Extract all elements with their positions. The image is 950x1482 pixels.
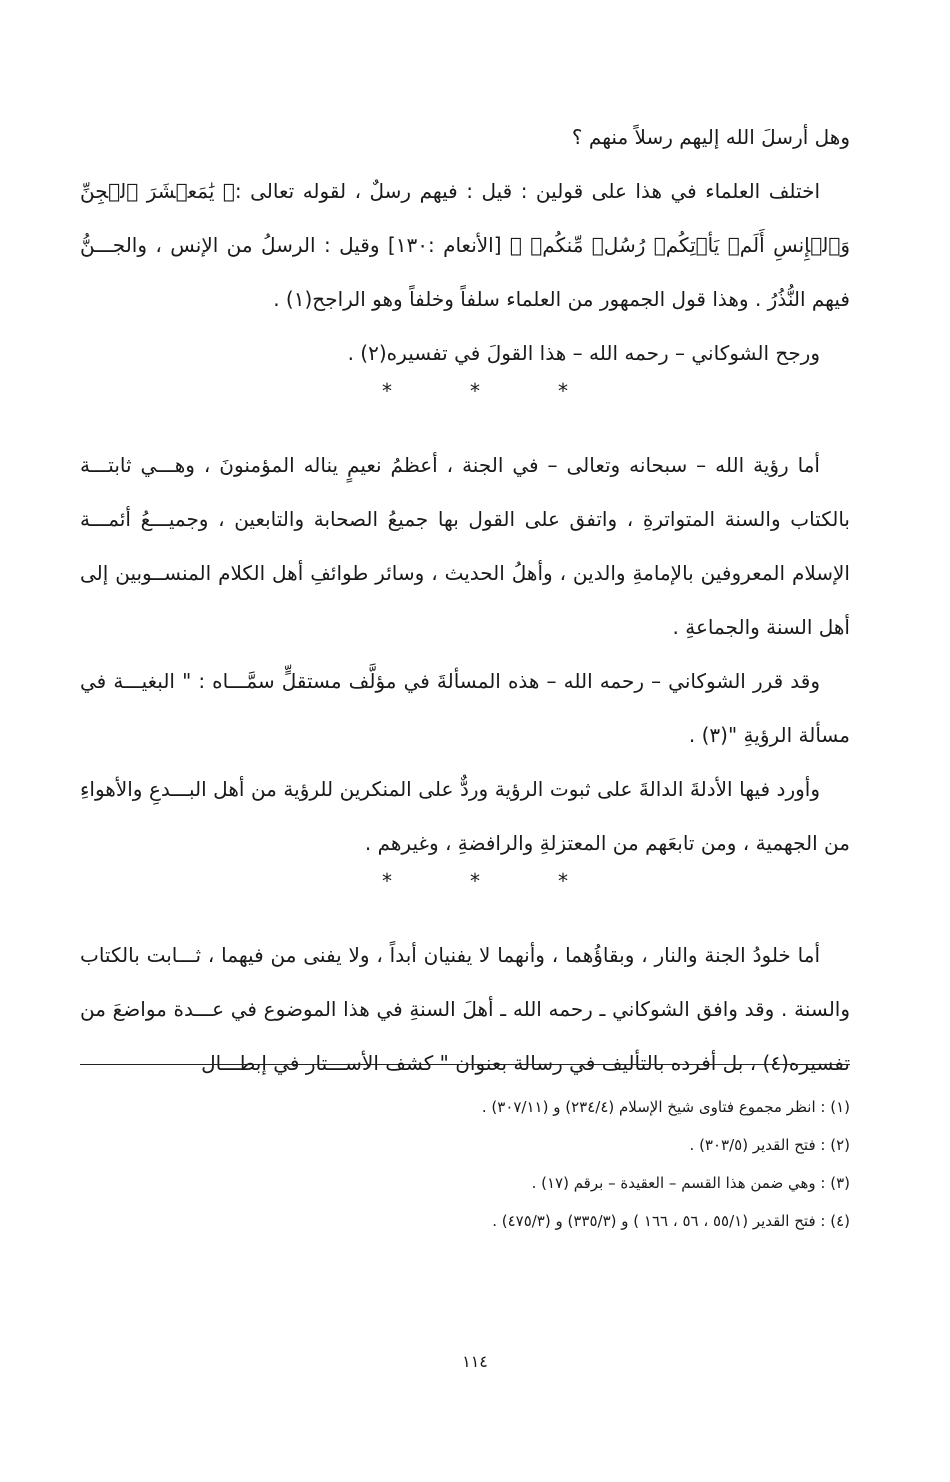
separator-star: * bbox=[558, 379, 568, 403]
page-number: ١١٤ bbox=[462, 1352, 488, 1371]
separator-star: * bbox=[470, 869, 480, 893]
paragraph: أما خلودُ الجنة والنار ، وبقاؤُهما ، وأنهما لا يفنيان أبداً ، ولا يفنى من فيهما ، ثـــابت بالكتاب والسنة . وقد وافق الشوكاني ـ رحمه الله ـ أهلَ السنةِ في هذا الموضوع في عـــدة مواضعَ من تفسيره(٤) ، بل أفرده بالتأليف في رسالة بعنوان " كشف الأســـتار في إبطـــال bbox=[80, 943, 850, 1075]
separator-star: * bbox=[382, 379, 392, 403]
footnote: (٤) : فتح القدير (٥٥/١ ، ٥٦ ، ١٦٦ ) و (٣٣٥/٣) و (٤٧٥/٣) . bbox=[492, 1212, 850, 1230]
separator-star: * bbox=[470, 379, 480, 403]
section-separator bbox=[80, 870, 850, 892]
paragraph: أما رؤية الله – سبحانه وتعالى – في الجنة ، أعظمُ نعيمٍ يناله المؤمنونَ ، وهـــي ثابتـــة بالكتاب والسنة المتواترةِ ، واتفق على القول بها جميعُ الصحابة والتابعين ، وجميـــعُ أئمـــة الإسلام المعروفين بالإمامةِ والدين ، وأهلُ الحديث ، وسائر طوائفِ أهل الكلام المنســوبين إلى أهل السنة والجماعةِ . bbox=[80, 453, 850, 639]
separator-star: * bbox=[382, 869, 392, 893]
paragraph: وقد قرر الشوكاني – رحمه الله – هذه المسألةَ في مؤلَّف مستقلٍّ سمَّـــاه : " البغيـــة في مسألة الرؤيةِ "(٣) . bbox=[80, 669, 850, 747]
paragraph: ورجح الشوكاني – رحمه الله – هذا القولَ في تفسيره(٢) . bbox=[347, 341, 820, 365]
paragraph: اختلف العلماء في هذا على قولين : قيل : فيهم رسلٌ ، لقوله تعالى :﴿ يَٰمَعۡشَرَ ٱلۡجِنِّ وَٱلۡإِنسِ أَلَمۡ يَأۡتِكُمۡ رُسُلٞ مِّنكُمۡ ﴾ [الأنعام :١٣٠] وقيل : الرسلُ من الإنس ، والجـــنُّ فيهم النُّذُرُ . وهذا قول الجمهور من العلماء سلفاً وخلفاً وهو الراجح(١) . bbox=[80, 179, 850, 311]
paragraph: وهل أرسلَ الله إليهم رسلاً منهم ؟ bbox=[571, 125, 850, 149]
section-separator bbox=[80, 380, 850, 402]
footnote: (٣) : وهي ضمن هذا القسم – العقيدة – برقم (١٧) . bbox=[531, 1174, 850, 1192]
separator-star: * bbox=[558, 869, 568, 893]
footnote: (٢) : فتح القدير (٣٠٣/٥) . bbox=[689, 1136, 850, 1154]
paragraph: وأورد فيها الأدلةَ الدالةَ على ثبوت الرؤية وردٌّ على المنكرين للرؤية من أهل البـــدعِ والأهواءِ من الجهمية ، ومن تابعَهم من المعتزلةِ والرافضةِ ، وغيرهم . bbox=[80, 777, 850, 855]
footnote-divider bbox=[80, 1064, 850, 1065]
footnotes bbox=[80, 1088, 850, 1240]
main-text bbox=[80, 110, 850, 1090]
footnote: (١) : انظر مجموع فتاوى شيخ الإسلام (٢٣٤/٤) و (٣٠٧/١١) . bbox=[481, 1098, 850, 1116]
